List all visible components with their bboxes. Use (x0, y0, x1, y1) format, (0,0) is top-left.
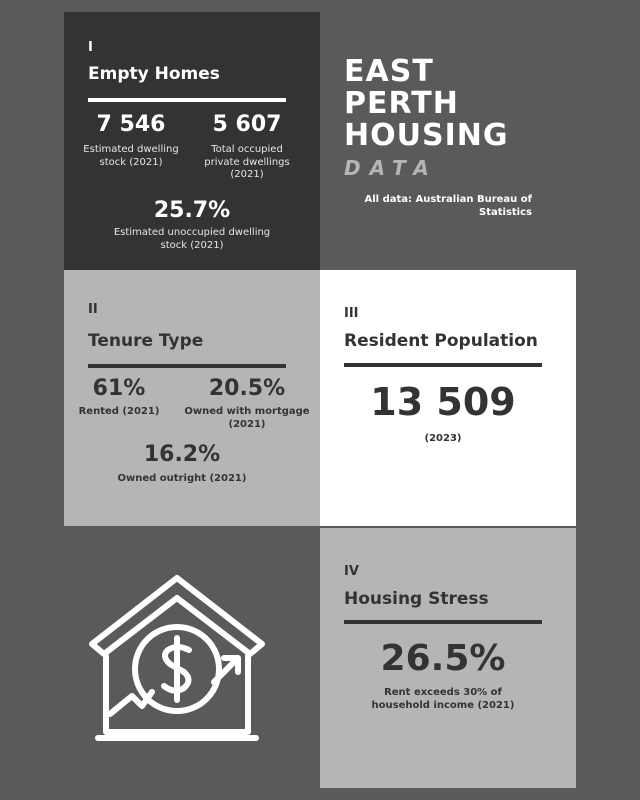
housing-stress-label: Rent exceeds 30% of household income (2021) (371, 687, 515, 711)
house-dollar-growth-icon (86, 574, 268, 744)
section-numeral: IV (344, 564, 359, 579)
title-rule (344, 620, 542, 624)
tenure-type-panel (64, 270, 320, 526)
section-numeral: III (344, 306, 359, 321)
infographic-title (344, 56, 574, 180)
unoccupied-value: 25.7% (153, 198, 231, 223)
population-value: 13 509 (370, 380, 516, 424)
section-title: Resident Population (344, 331, 538, 351)
dwelling-stock-value: 7 546 (96, 112, 166, 137)
title-line-3: HOUSING (344, 118, 509, 153)
title-rule (344, 363, 542, 367)
unoccupied-label: Estimated unoccupied dwelling stock (2021) (113, 227, 271, 251)
housing-stress-value: 26.5% (380, 638, 506, 679)
section-title: Empty Homes (88, 64, 220, 84)
title-rule (88, 364, 286, 368)
section-title: Housing Stress (344, 589, 489, 609)
occupied-dwellings-value: 5 607 (212, 112, 282, 137)
housing-stress-panel (320, 528, 576, 788)
resident-population-panel (320, 270, 576, 526)
rented-label: Rented (2021) (78, 406, 160, 417)
empty-homes-panel (64, 12, 320, 270)
population-year: (2023) (424, 433, 462, 444)
title-line-1: EAST (344, 54, 434, 89)
title-line-2: PERTH (344, 86, 459, 121)
section-numeral: I (88, 40, 93, 55)
dwelling-stock-label: Estimated dwelling stock (2021) (83, 144, 179, 168)
section-numeral: II (88, 302, 98, 317)
occupied-dwellings-label: Total occupied private dwellings (2021) (204, 144, 290, 180)
section-title: Tenure Type (88, 331, 204, 351)
mortgage-value: 20.5% (208, 376, 286, 401)
title-rule (88, 98, 286, 102)
title-subtitle: DATA (344, 156, 438, 180)
data-source-note: All data: Australian Bureau of Statistics (364, 194, 532, 218)
owned-outright-label: Owned outright (2021) (117, 473, 247, 484)
mortgage-label: Owned with mortgage (2021) (184, 406, 310, 430)
owned-outright-value: 16.2% (143, 442, 221, 467)
rented-value: 61% (92, 376, 146, 401)
